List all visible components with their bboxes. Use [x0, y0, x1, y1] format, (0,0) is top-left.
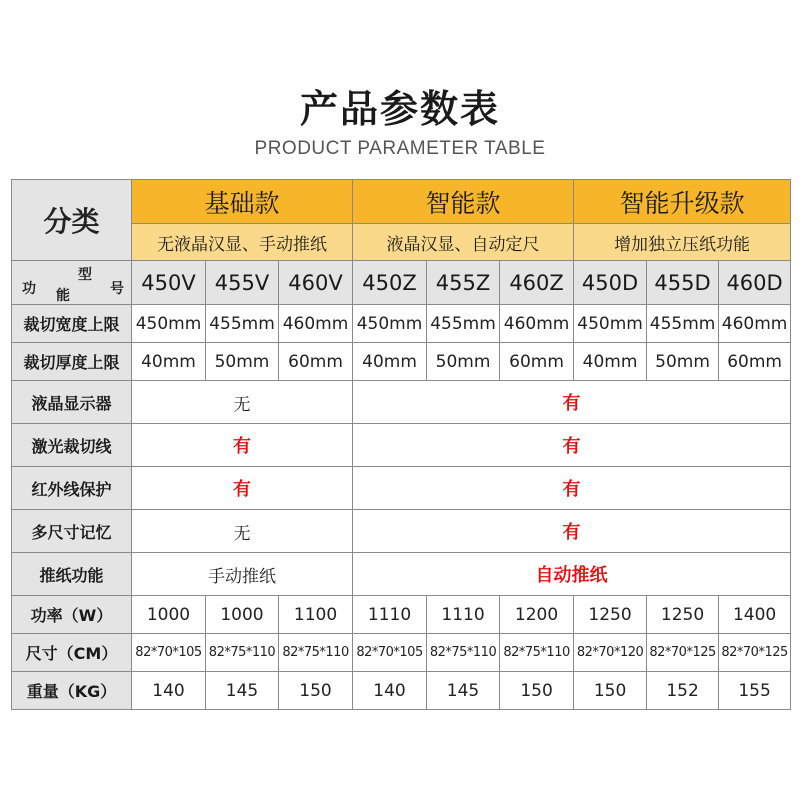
- group-desc-basic: 无液晶汉显、手动推纸: [132, 224, 353, 261]
- table-cell: 50mm: [647, 343, 719, 381]
- table-cell-smart: 有: [353, 381, 791, 424]
- parameter-table: [11, 179, 791, 710]
- table-cell: 50mm: [427, 343, 500, 381]
- table-cell: 450mm: [353, 305, 427, 343]
- table-cell: 82*70*125: [719, 634, 791, 672]
- model-cell: 455V: [206, 261, 279, 305]
- table-cell: 150: [500, 672, 574, 710]
- table-cell: 460mm: [500, 305, 574, 343]
- page-subtitle: PRODUCT PARAMETER TABLE: [254, 138, 546, 159]
- table-cell: 1100: [279, 596, 353, 634]
- table-row-laser: [12, 424, 791, 467]
- table-cell: 155: [719, 672, 791, 710]
- table-cell: 60mm: [279, 343, 353, 381]
- header-group-row: [12, 180, 791, 224]
- table-cell: 1250: [574, 596, 647, 634]
- table-cell-basic: 手动推纸: [132, 553, 353, 596]
- table-row-lcd: [12, 381, 791, 424]
- table-cell: 82*75*110: [427, 634, 500, 672]
- table-cell: 455mm: [206, 305, 279, 343]
- table-cell-basic: 有: [132, 424, 353, 467]
- table-cell: 450mm: [574, 305, 647, 343]
- table-cell: 50mm: [206, 343, 279, 381]
- row-label: 功率（W）: [12, 596, 132, 634]
- table-cell: 1110: [353, 596, 427, 634]
- table-cell: 60mm: [500, 343, 574, 381]
- table-cell: 1000: [132, 596, 206, 634]
- table-cell: 1250: [647, 596, 719, 634]
- table-cell-basic: 无: [132, 381, 353, 424]
- row-label: 尺寸（CM）: [12, 634, 132, 672]
- table-cell: 145: [427, 672, 500, 710]
- table-cell: 82*75*110: [279, 634, 353, 672]
- table-cell: 82*70*105: [132, 634, 206, 672]
- model-label-char: 型: [78, 267, 92, 283]
- row-label: 液晶显示器: [12, 381, 132, 424]
- table-cell: 40mm: [574, 343, 647, 381]
- table-cell: 460mm: [719, 305, 791, 343]
- model-label-char: 能: [56, 288, 70, 304]
- group-name-basic: 基础款: [132, 180, 353, 224]
- table-cell: 150: [279, 672, 353, 710]
- table-cell: 460mm: [279, 305, 353, 343]
- row-label: 多尺寸记忆: [12, 510, 132, 553]
- table-row-infrared: [12, 467, 791, 510]
- table-row-weight: [12, 672, 791, 710]
- model-cell: 460V: [279, 261, 353, 305]
- model-cell: 450D: [574, 261, 647, 305]
- table-cell: 152: [647, 672, 719, 710]
- table-cell: 82*70*120: [574, 634, 647, 672]
- model-cell: 455Z: [427, 261, 500, 305]
- table-cell: 1400: [719, 596, 791, 634]
- table-cell: 140: [132, 672, 206, 710]
- row-label: 激光裁切线: [12, 424, 132, 467]
- model-cell: 455D: [647, 261, 719, 305]
- table-cell: 1200: [500, 596, 574, 634]
- row-label: 红外线保护: [12, 467, 132, 510]
- table-cell-smart: 有: [353, 467, 791, 510]
- model-cell: 450Z: [353, 261, 427, 305]
- row-label: 推纸功能: [12, 553, 132, 596]
- model-cell: 460Z: [500, 261, 574, 305]
- table-cell: 145: [206, 672, 279, 710]
- table-cell: 82*75*110: [500, 634, 574, 672]
- model-cell: 450V: [132, 261, 206, 305]
- model-cell: 460D: [719, 261, 791, 305]
- table-row-power: [12, 596, 791, 634]
- table-cell: 40mm: [353, 343, 427, 381]
- group-desc-smart: 液晶汉显、自动定尺: [353, 224, 574, 261]
- table-cell-basic: 有: [132, 467, 353, 510]
- table-row-cut-thickness: [12, 343, 791, 381]
- table-cell: 1000: [206, 596, 279, 634]
- model-label-char: 功: [22, 281, 36, 297]
- table-cell: 60mm: [719, 343, 791, 381]
- group-name-smart: 智能款: [353, 180, 574, 224]
- table-cell: 1110: [427, 596, 500, 634]
- table-row-size: [12, 634, 791, 672]
- model-row: [12, 261, 791, 305]
- table-cell-smart: 有: [353, 510, 791, 553]
- table-cell: 455mm: [427, 305, 500, 343]
- table-cell: 82*75*110: [206, 634, 279, 672]
- table-row-push: [12, 553, 791, 596]
- table-cell: 82*70*105: [353, 634, 427, 672]
- model-label-char: 号: [110, 281, 124, 297]
- table-row-cut-width: [12, 305, 791, 343]
- table-cell-smart: 自动推纸: [353, 553, 791, 596]
- table-cell: 40mm: [132, 343, 206, 381]
- group-desc-upgrade: 增加独立压纸功能: [574, 224, 791, 261]
- table-cell: 140: [353, 672, 427, 710]
- table-cell: 450mm: [132, 305, 206, 343]
- row-label: 裁切宽度上限: [12, 305, 132, 343]
- row-label: 重量（KG）: [12, 672, 132, 710]
- model-header-cell: [12, 261, 132, 305]
- table-cell-smart: 有: [353, 424, 791, 467]
- group-name-upgrade: 智能升级款: [574, 180, 791, 224]
- table-cell: 150: [574, 672, 647, 710]
- table-row-memory: [12, 510, 791, 553]
- category-label: 分类: [12, 180, 132, 261]
- page-title: 产品参数表: [299, 87, 500, 131]
- table-cell: 82*70*125: [647, 634, 719, 672]
- row-label: 裁切厚度上限: [12, 343, 132, 381]
- table-cell-basic: 无: [132, 510, 353, 553]
- table-cell: 455mm: [647, 305, 719, 343]
